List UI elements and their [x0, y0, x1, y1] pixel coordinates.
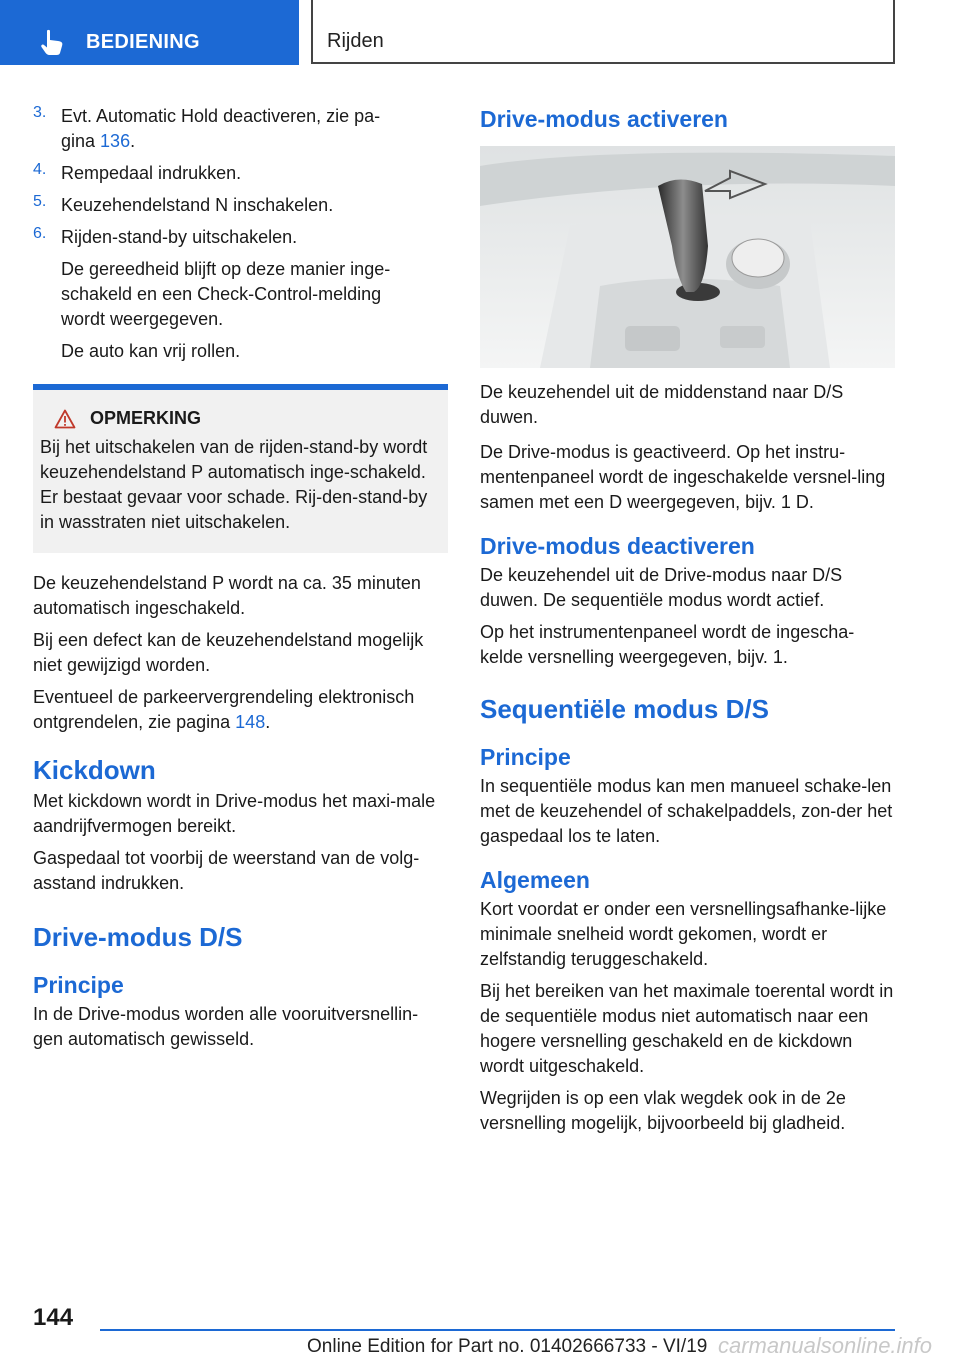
paragraph: Kort voordat er onder een versnellingsafhanke-lijke minimale snelheid wordt gekomen, wordt er zelfstandig teruggeschakeld. [480, 899, 887, 969]
step-text: Rijden-stand-by uitschakelen. [61, 227, 298, 247]
paragraph: De keuzehendelstand P wordt na ca. 35 minuten automatisch ingeschakeld. [33, 573, 421, 618]
heading-sequential: Sequentiële modus D/S [480, 694, 769, 724]
chapter-tab [0, 0, 299, 65]
right-column [480, 104, 895, 1136]
paragraph: De Drive-modus is geactiveerd. Op het instru-mentenpaneel wordt de ingeschakelde versnel-ling samen met een D weergegeven, bijv. 1 D. [480, 442, 886, 512]
paragraph: Wegrijden is op een vlak wegdek ook in de 2e versnelling mogelijk, bijvoorbeeld bij gladheid. [480, 1088, 846, 1133]
paragraph: Bij een defect kan de keuzehendelstand mogelijk niet gewijzigd worden. [33, 630, 424, 675]
paragraph: Op het instrumentenpaneel wordt de ingescha-kelde versnelling weergegeven, bijv. 1. [480, 622, 855, 667]
page-link[interactable]: 136 [100, 131, 131, 151]
step-text: Rempedaal indrukken. [61, 163, 242, 183]
heading-principe: Principe [33, 972, 124, 998]
step-number: 4. [33, 161, 47, 178]
section-header [311, 0, 895, 64]
heading-algemeen: Algemeen [480, 867, 590, 893]
note-header [40, 408, 436, 429]
paragraph: In sequentiële modus kan men manueel schake-len met de keuzehendel of schakelpaddels, zon-der het gaspedaal los te laten. [480, 776, 893, 846]
page-link[interactable]: 148 [235, 712, 266, 732]
step-subtext: De gereedheid blijft op deze manier inge- schakeld en een Check-Control-melding wordt weergegeven. [61, 259, 391, 329]
step-number: 3. [33, 104, 47, 121]
paragraph: Bij het bereiken van het maximale toerental wordt in de sequentiële modus niet automatisch naar een hogere versnelling geschakeld en de kickdown wordt uitgeschakeld. [480, 981, 894, 1076]
footer-divider [100, 1329, 895, 1331]
gear-selector-illustration [480, 146, 895, 368]
list-item [33, 104, 448, 154]
heading-principe: Principe [480, 744, 571, 770]
heading-deactivate: Drive-modus deactiveren [480, 533, 755, 559]
step-text: Keuzehendelstand N inschakelen. [61, 195, 334, 215]
list-item [33, 225, 448, 364]
step-text: Evt. Automatic Hold deactiveren, zie pa- gina 136. [61, 106, 381, 151]
heading-kickdown: Kickdown [33, 755, 156, 785]
left-column [33, 104, 448, 1052]
chapter-label: BEDIENING [86, 31, 200, 53]
step-subtext: De auto kan vrij rollen. [61, 341, 241, 361]
step-number: 5. [33, 193, 47, 210]
note-text: Bij het uitschakelen van de rijden-stand-by wordt keuzehendelstand P automatisch inge-schakeld. Er bestaat gevaar voor schade. Rij-den-stand-by in wasstraten niet uitschakelen. [40, 437, 428, 532]
page-number: 144 [33, 1304, 74, 1331]
paragraph: Eventueel de parkeervergrendeling elektronisch ontgrendelen, zie pagina 148. [33, 687, 415, 732]
paragraph: Gaspedaal tot voorbij de weerstand van de volg-asstand indrukken. [33, 848, 420, 893]
paragraph: Met kickdown wordt in Drive-modus het maxi-male aandrijfvermogen bereikt. [33, 791, 436, 836]
paragraph: De keuzehendel uit de middenstand naar D/S duwen. [480, 382, 844, 427]
heading-activate: Drive-modus activeren [480, 106, 728, 132]
section-label: Rijden [327, 30, 384, 52]
watermark: carmanualsonline.info [718, 1333, 933, 1358]
note-title: OPMERKING [90, 408, 202, 428]
heading-drive-modus: Drive-modus D/S [33, 922, 243, 952]
list-item [33, 161, 448, 186]
step-number: 6. [33, 225, 47, 242]
list-item [33, 193, 448, 218]
paragraph: De keuzehendel uit de Drive-modus naar D/S duwen. De sequentiële modus wordt actief. [480, 565, 843, 610]
edition-text: Online Edition for Part no. 01402666733 - VI/19 [307, 1336, 708, 1357]
paragraph: In de Drive-modus worden alle vooruitversnellin-gen automatisch gewisseld. [33, 1004, 419, 1049]
warning-icon [54, 409, 76, 429]
note-box [33, 384, 448, 553]
gear-selector-image [480, 146, 895, 368]
hand-pointer-icon [38, 28, 66, 56]
